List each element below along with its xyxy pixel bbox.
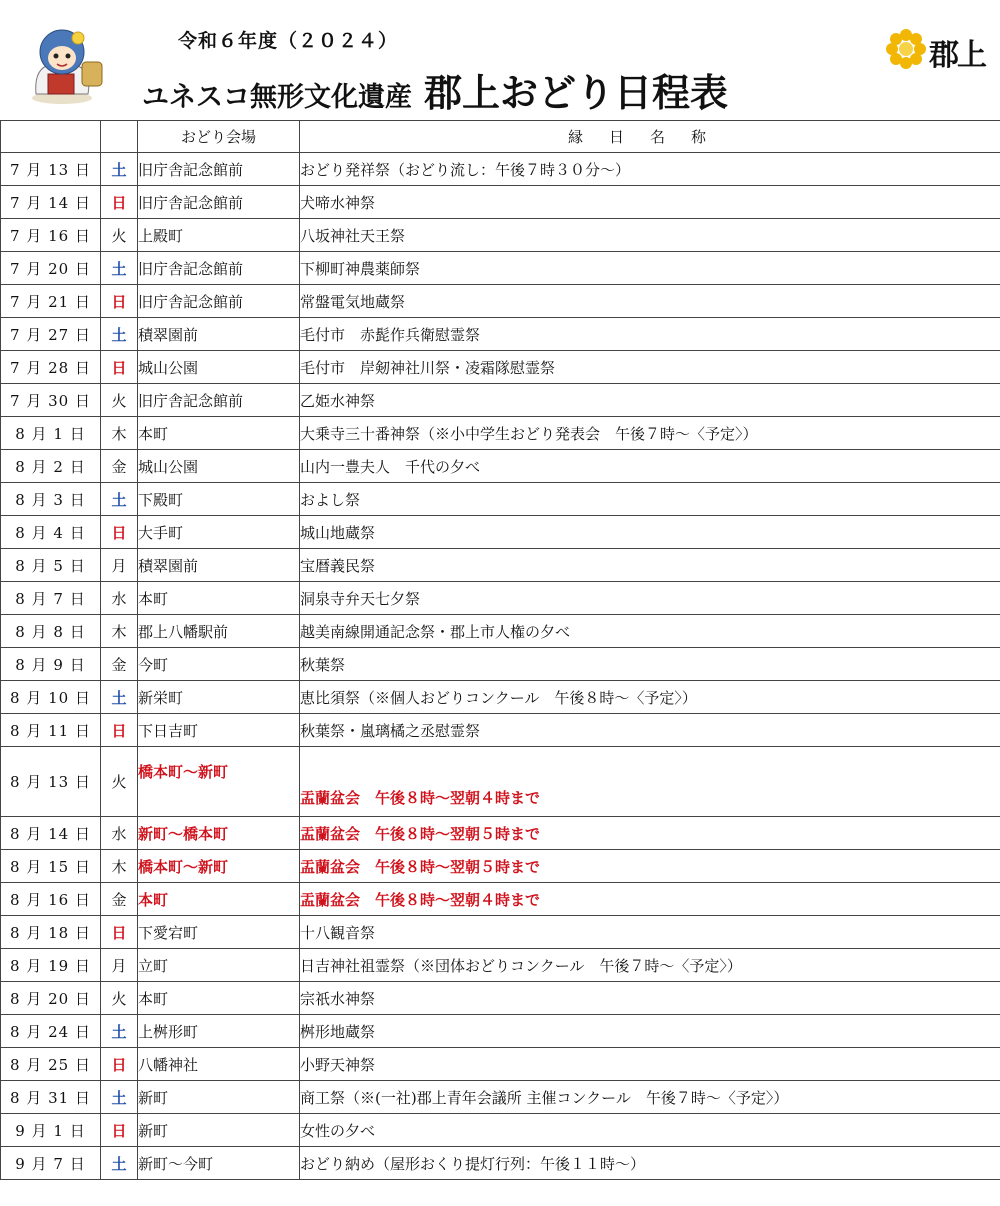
row-date: 8 月 2 日	[1, 450, 101, 483]
row-event: 小野天神祭	[300, 1048, 1000, 1081]
row-date: 8 月 11 日	[1, 714, 101, 747]
row-venue: 積翠園前	[138, 549, 300, 582]
row-event: 洞泉寺弁天七夕祭	[300, 582, 1000, 615]
row-weekday: 木	[101, 615, 138, 648]
row-date: 8 月 5 日	[1, 549, 101, 582]
row-venue: 城山公園	[138, 450, 300, 483]
table-header-row	[1, 121, 1000, 153]
row-weekday: 土	[101, 1147, 138, 1180]
table-row	[1, 1147, 1000, 1180]
gujo-logo	[885, 28, 995, 74]
row-event: 毛付市 岸剱神社川祭・凌霜隊慰霊祭	[300, 351, 1000, 384]
row-date: 7 月 16 日	[1, 219, 101, 252]
row-weekday: 金	[101, 883, 138, 916]
table-row	[1, 648, 1000, 681]
title-prefix: ユネスコ無形文化遺産	[142, 82, 412, 113]
row-venue: 旧庁舎記念館前	[138, 153, 300, 186]
row-event: 十八観音祭	[300, 916, 1000, 949]
row-weekday: 土	[101, 252, 138, 285]
row-weekday: 木	[101, 417, 138, 450]
row-weekday: 日	[101, 1114, 138, 1147]
row-venue: 城山公園	[138, 351, 300, 384]
table-row	[1, 516, 1000, 549]
row-venue: 今町	[138, 648, 300, 681]
row-event: 山内一豊夫人 千代の夕べ	[300, 450, 1000, 483]
flower-icon	[885, 28, 927, 70]
row-weekday: 火	[101, 982, 138, 1015]
row-weekday: 土	[101, 483, 138, 516]
row-weekday: 月	[101, 949, 138, 982]
table-row	[1, 285, 1000, 318]
row-weekday: 土	[101, 153, 138, 186]
row-venue: 立町	[138, 949, 300, 982]
row-date: 8 月 13 日	[1, 747, 101, 817]
row-event: 盂蘭盆会 午後８時～翌朝５時まで	[300, 817, 1000, 850]
row-venue: 下愛宕町	[138, 916, 300, 949]
row-date: 7 月 20 日	[1, 252, 101, 285]
row-date: 8 月 15 日	[1, 850, 101, 883]
table-row	[1, 1015, 1000, 1048]
table-row	[1, 450, 1000, 483]
row-date: 8 月 19 日	[1, 949, 101, 982]
row-weekday: 火	[101, 747, 138, 817]
row-venue: 郡上八幡駅前	[138, 615, 300, 648]
row-weekday: 土	[101, 1015, 138, 1048]
row-venue: 本町	[138, 417, 300, 450]
row-weekday: 水	[101, 582, 138, 615]
table-row	[1, 384, 1000, 417]
row-date: 8 月 7 日	[1, 582, 101, 615]
table-row	[1, 949, 1000, 982]
row-event: 常盤電気地蔵祭	[300, 285, 1000, 318]
row-weekday: 日	[101, 186, 138, 219]
table-row	[1, 153, 1000, 186]
row-event: 犬啼水神祭	[300, 186, 1000, 219]
row-date: 7 月 21 日	[1, 285, 101, 318]
row-weekday: 火	[101, 384, 138, 417]
row-event: 盂蘭盆会 午後８時～翌朝５時まで	[300, 850, 1000, 883]
row-venue: 下殿町	[138, 483, 300, 516]
row-event: 日吉神社祖霊祭（※団体おどりコンクール 午後７時～〈予定〉）	[300, 949, 1000, 982]
table-row	[1, 747, 1000, 817]
row-event: 毛付市 赤髭作兵衛慰霊祭	[300, 318, 1000, 351]
table-row	[1, 252, 1000, 285]
table-row	[1, 1048, 1000, 1081]
row-weekday: 日	[101, 351, 138, 384]
table-row	[1, 817, 1000, 850]
row-date: 8 月 20 日	[1, 982, 101, 1015]
row-venue: 旧庁舎記念館前	[138, 384, 300, 417]
row-weekday: 土	[101, 1081, 138, 1114]
page-title	[142, 62, 728, 117]
table-row	[1, 916, 1000, 949]
row-venue: 橋本町～新町	[138, 747, 300, 817]
row-venue: 新町～今町	[138, 1147, 300, 1180]
row-venue: 上桝形町	[138, 1015, 300, 1048]
row-event: 桝形地蔵祭	[300, 1015, 1000, 1048]
row-venue: 旧庁舎記念館前	[138, 252, 300, 285]
row-weekday: 金	[101, 450, 138, 483]
row-weekday: 水	[101, 817, 138, 850]
row-date: 8 月 10 日	[1, 681, 101, 714]
row-date: 9 月 7 日	[1, 1147, 101, 1180]
row-event: 下柳町神農薬師祭	[300, 252, 1000, 285]
row-weekday: 火	[101, 219, 138, 252]
row-weekday: 日	[101, 714, 138, 747]
row-venue: 橋本町～新町	[138, 850, 300, 883]
header-date	[1, 121, 101, 153]
table-row	[1, 549, 1000, 582]
table-row	[1, 417, 1000, 450]
header-venue: おどり会場	[138, 121, 300, 153]
row-event: 秋葉祭・嵐璃橘之丞慰霊祭	[300, 714, 1000, 747]
row-venue: 旧庁舎記念館前	[138, 186, 300, 219]
row-date: 7 月 13 日	[1, 153, 101, 186]
row-weekday: 土	[101, 318, 138, 351]
row-venue: 八幡神社	[138, 1048, 300, 1081]
row-venue: 旧庁舎記念館前	[138, 285, 300, 318]
mascot-illustration	[22, 22, 106, 106]
row-weekday: 金	[101, 648, 138, 681]
table-row	[1, 351, 1000, 384]
table-row	[1, 681, 1000, 714]
table-row	[1, 582, 1000, 615]
row-venue: 上殿町	[138, 219, 300, 252]
row-date: 7 月 27 日	[1, 318, 101, 351]
row-venue: 下日吉町	[138, 714, 300, 747]
row-event: およし祭	[300, 483, 1000, 516]
row-date: 8 月 16 日	[1, 883, 101, 916]
row-venue: 大手町	[138, 516, 300, 549]
row-date: 8 月 25 日	[1, 1048, 101, 1081]
row-date: 8 月 31 日	[1, 1081, 101, 1114]
row-event: 恵比須祭（※個人おどりコンクール 午後８時～〈予定〉）	[300, 681, 1000, 714]
row-event: 乙姫水神祭	[300, 384, 1000, 417]
row-date: 7 月 14 日	[1, 186, 101, 219]
row-event: おどり納め（屋形おくり提灯行列：午後１１時～）	[300, 1147, 1000, 1180]
row-event: 八坂神社天王祭	[300, 219, 1000, 252]
row-event: 盂蘭盆会 午後８時～翌朝４時まで	[300, 747, 1000, 817]
header-event: 縁日名称	[300, 121, 1000, 153]
table-row	[1, 982, 1000, 1015]
row-event: 大乗寺三十番神祭（※小中学生おどり発表会 午後７時～〈予定〉）	[300, 417, 1000, 450]
table-row	[1, 483, 1000, 516]
fiscal-year-subtitle: 令和６年度（２０２４）	[178, 30, 399, 52]
row-date: 9 月 1 日	[1, 1114, 101, 1147]
table-row	[1, 1114, 1000, 1147]
row-event: 越美南線開通記念祭・郡上市人権の夕べ	[300, 615, 1000, 648]
row-venue: 本町	[138, 883, 300, 916]
row-date: 8 月 1 日	[1, 417, 101, 450]
row-date: 8 月 8 日	[1, 615, 101, 648]
row-date: 8 月 18 日	[1, 916, 101, 949]
row-event: 宗祇水神祭	[300, 982, 1000, 1015]
row-date: 8 月 14 日	[1, 817, 101, 850]
row-weekday: 日	[101, 1048, 138, 1081]
row-weekday: 日	[101, 285, 138, 318]
schedule-body	[1, 153, 1000, 1180]
table-row	[1, 883, 1000, 916]
table-row	[1, 219, 1000, 252]
row-venue: 新町～橋本町	[138, 817, 300, 850]
row-venue: 本町	[138, 582, 300, 615]
row-event: 盂蘭盆会 午後８時～翌朝４時まで	[300, 883, 1000, 916]
table-row	[1, 1081, 1000, 1114]
schedule-table	[0, 120, 1000, 1180]
row-weekday: 日	[101, 516, 138, 549]
row-date: 7 月 30 日	[1, 384, 101, 417]
row-date: 8 月 4 日	[1, 516, 101, 549]
row-venue: 積翠園前	[138, 318, 300, 351]
row-weekday: 木	[101, 850, 138, 883]
row-date: 8 月 9 日	[1, 648, 101, 681]
row-venue: 新栄町	[138, 681, 300, 714]
row-event: 女性の夕べ	[300, 1114, 1000, 1147]
row-event: 商工祭（※(一社)郡上青年会議所 主催コンクール 午後７時～〈予定〉）	[300, 1081, 1000, 1114]
row-date: 8 月 3 日	[1, 483, 101, 516]
row-date: 8 月 24 日	[1, 1015, 101, 1048]
row-event: おどり発祥祭（おどり流し：午後７時３０分～）	[300, 153, 1000, 186]
row-venue: 新町	[138, 1114, 300, 1147]
table-row	[1, 714, 1000, 747]
table-row	[1, 850, 1000, 883]
row-weekday: 月	[101, 549, 138, 582]
row-event: 秋葉祭	[300, 648, 1000, 681]
table-row	[1, 186, 1000, 219]
table-row	[1, 318, 1000, 351]
row-event: 城山地蔵祭	[300, 516, 1000, 549]
row-event: 宝暦義民祭	[300, 549, 1000, 582]
table-row	[1, 615, 1000, 648]
logo-text: 郡上	[929, 38, 985, 73]
row-weekday: 日	[101, 916, 138, 949]
row-venue: 新町	[138, 1081, 300, 1114]
header-day	[101, 121, 138, 153]
row-venue: 本町	[138, 982, 300, 1015]
row-weekday: 土	[101, 681, 138, 714]
row-date: 7 月 28 日	[1, 351, 101, 384]
title-main: 郡上おどり日程表	[424, 71, 729, 115]
